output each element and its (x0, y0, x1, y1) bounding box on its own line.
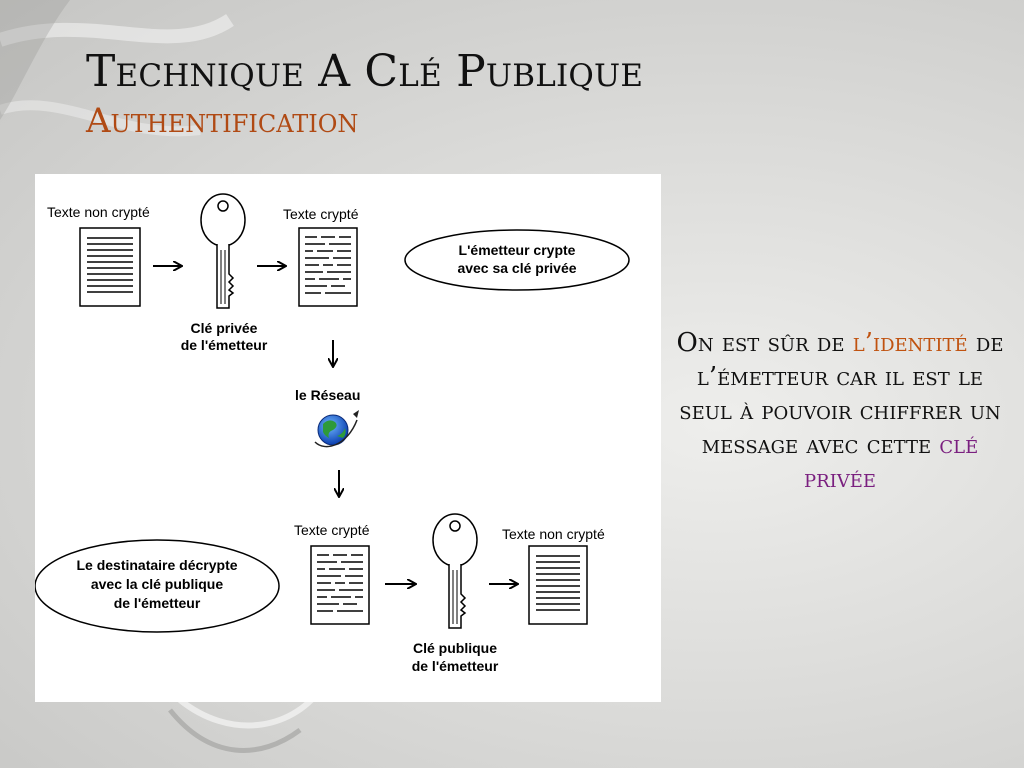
private-key-label-line2: de l'émetteur (180, 337, 268, 353)
identity-highlight: l’identité (852, 328, 968, 358)
plain-document-icon-receiver (529, 546, 587, 624)
sender-note-line2: avec sa clé privée (457, 260, 577, 276)
network-globe-icon (315, 410, 359, 447)
sender-plain-text-label: Texte non crypté (47, 204, 150, 220)
private-key-icon (201, 194, 245, 308)
plain-document-icon-sender (80, 228, 140, 306)
public-key-label-line1: Clé publique (413, 640, 497, 656)
public-key-icon (433, 514, 477, 628)
authentication-diagram (35, 174, 661, 702)
explanation-part1: On est sûr de (676, 328, 853, 358)
encrypted-document-icon-sender (299, 228, 357, 306)
explanation-part2: de l’émetteur car il est le seul à pouvoir chiffrer un message avec cette (679, 328, 1004, 460)
encrypted-document-icon-receiver (311, 546, 369, 624)
receiver-plain-text-label: Texte non crypté (502, 526, 605, 542)
public-key-label-line2: de l'émetteur (411, 658, 499, 674)
sender-encrypted-text-label: Texte crypté (283, 206, 359, 222)
private-key-label-line1: Clé privée (190, 320, 258, 336)
sender-note-line1: L'émetteur crypte (458, 242, 576, 258)
receiver-encrypted-text-label: Texte crypté (294, 522, 370, 538)
receiver-note-line3: de l'émetteur (113, 595, 201, 611)
slide-title: Technique A Clé Publique (86, 46, 644, 97)
receiver-note-line1: Le destinataire décrypte (76, 557, 238, 573)
private-key-highlight: clé privée (803, 430, 979, 494)
receiver-note-line2: avec la clé publique (90, 576, 224, 592)
explanation-text (668, 326, 1012, 496)
network-label: le Réseau (295, 387, 361, 403)
slide-subtitle: Authentification (86, 101, 359, 141)
